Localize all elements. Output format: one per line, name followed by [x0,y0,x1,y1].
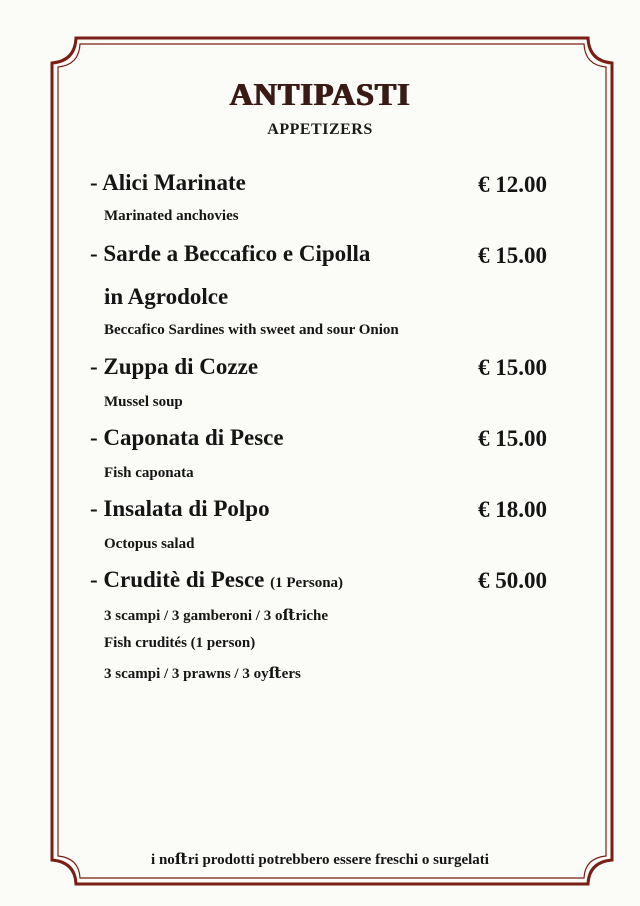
item-price-sarde-beccafico: € 15.00 [478,243,547,268]
item-desc-crudite-line-3: 3 scampi / 3 prawns / 3 oyﬅers [104,666,301,682]
item-desc-sarde-beccafico: Beccafico Sardines with sweet and sour Onion [104,322,399,338]
item-name-sarde-beccafico: - Sarde a Beccafico e Cipolla [90,241,371,266]
item-name-sarde-beccafico-cont: in Agrodolce [104,284,229,309]
item-desc-alici-marinate: Marinated anchovies [104,208,239,224]
item-name-insalata-polpo: - Insalata di Polpo [90,496,270,521]
item-note-crudite-pesce: (1 Persona) [270,575,344,591]
item-price-alici-marinate: € 12.00 [478,172,547,197]
item-name-crudite-pesce [90,567,343,593]
item-desc-insalata-polpo: Octopus salad [104,536,195,552]
item-desc-crudite-line-2: Fish crudités (1 person) [104,635,256,651]
item-name-crudite-pesce-text: - Cruditè di Pesce [90,567,265,592]
item-price-zuppa-cozze: € 15.00 [478,355,547,380]
item-name-caponata-pesce: - Caponata di Pesce [90,425,284,450]
item-name-alici-marinate: - Alici Marinate [90,170,246,195]
menu-subtitle: APPETIZERS [267,121,373,138]
item-price-insalata-polpo: € 18.00 [478,497,547,522]
item-desc-crudite-line-1: 3 scampi / 3 gamberoni / 3 oﬅriche [104,608,329,624]
menu-title: ANTIPASTI [229,76,411,112]
item-price-crudite-pesce: € 50.00 [478,568,547,593]
item-desc-caponata-pesce: Fish caponata [104,465,194,481]
item-name-zuppa-cozze: - Zuppa di Cozze [90,354,259,379]
item-price-caponata-pesce: € 15.00 [478,426,547,451]
item-desc-zuppa-cozze: Mussel soup [104,394,183,410]
menu-footer-note: i noﬅri prodotti potrebbero essere freschi o surgelati [151,852,489,868]
